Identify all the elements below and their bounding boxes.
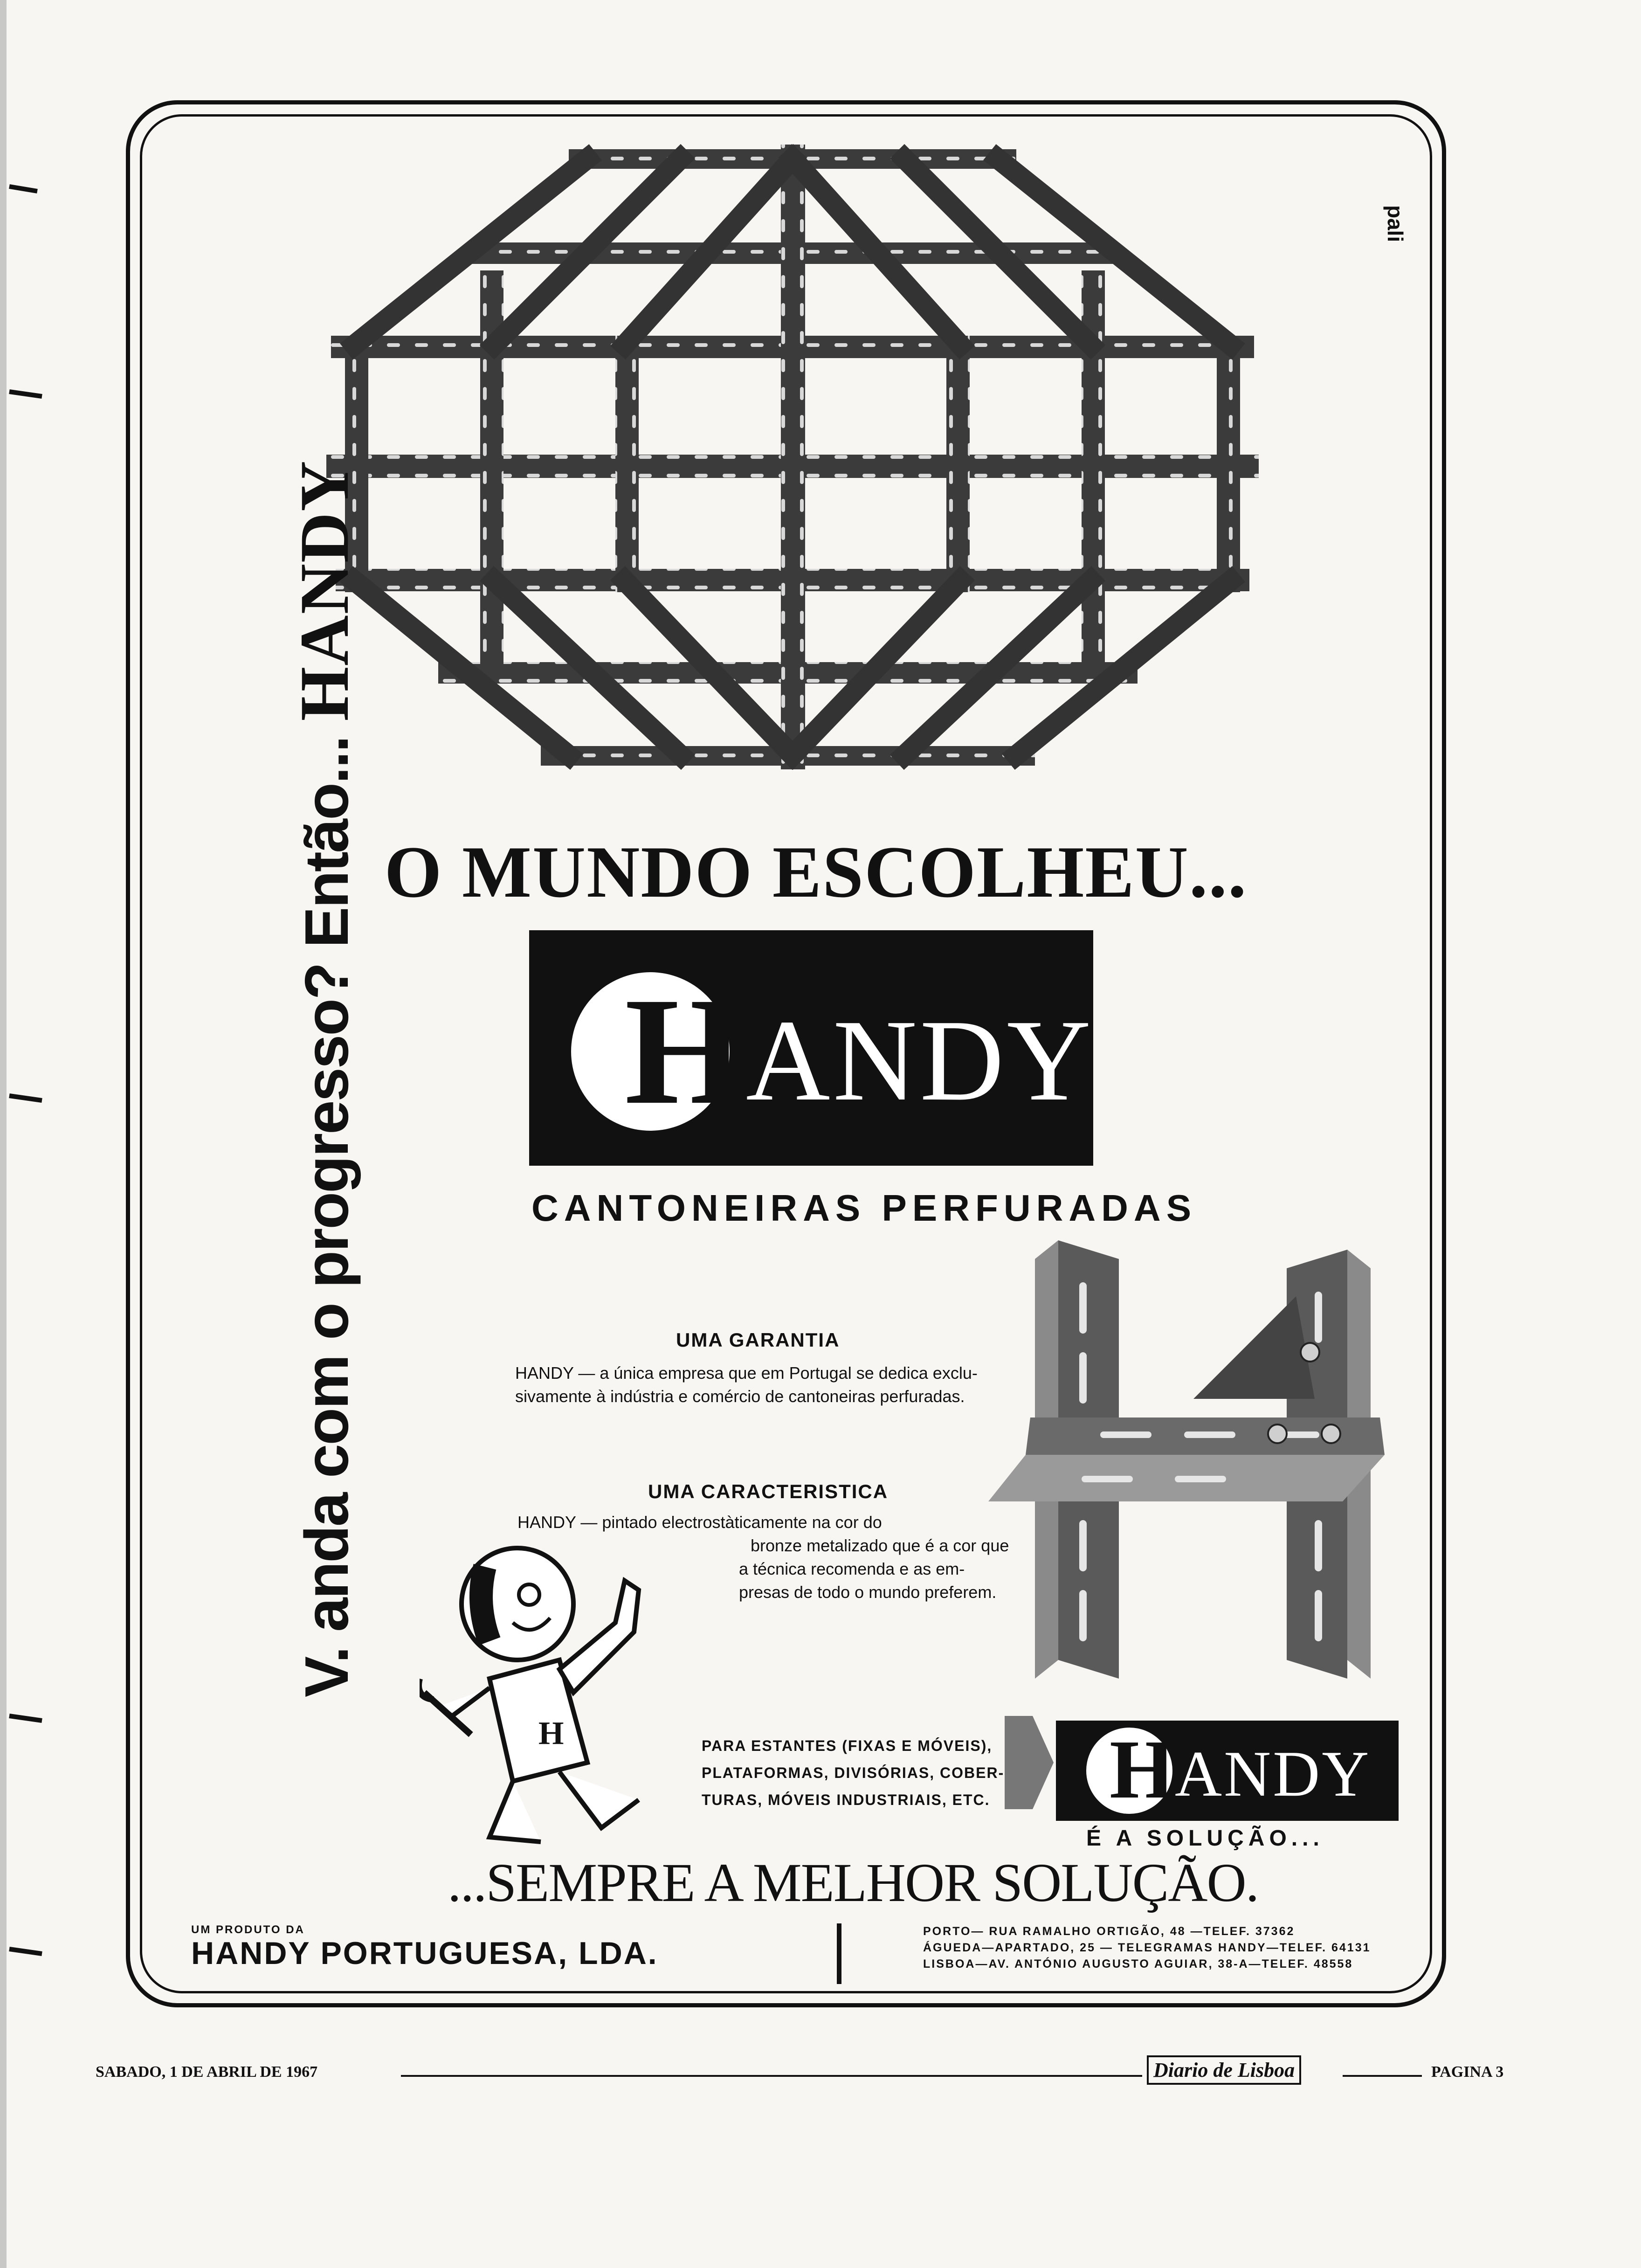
applications-list [702, 1732, 1004, 1813]
handy-logo-wordmark: ANDY [746, 996, 1094, 1125]
footer-rule [401, 2075, 1142, 2077]
page-label: PAGINA [1431, 2063, 1492, 2081]
product-subtitle: CANTONEIRAS PERFURADAS [531, 1187, 1197, 1229]
garantia-title: UMA GARANTIA [676, 1329, 840, 1351]
address-porto: PORTO— RUA RAMALHO ORTIGÃO, 48 —TELEF. 37362 [923, 1925, 1295, 1938]
globe-bar [1217, 336, 1240, 592]
arrow-shape [1005, 1697, 1056, 1828]
footer-rule [1343, 2075, 1422, 2077]
globe-bar [781, 145, 805, 769]
vertical-slogan-lead: V. anda com o progresso? Então... [292, 737, 361, 1697]
producer-name: HANDY PORTUGUESA, LDA. [191, 1936, 658, 1971]
address-lisboa: LISBOA—AV. ANTÓNIO AUGUSTO AGUIAR, 38-A—TELEF. 48558 [923, 1957, 1353, 1971]
newspaper-masthead: Diario de Lisboa [1147, 2055, 1301, 2085]
applications-line: TURAS, MÓVEIS INDUSTRIAIS, ETC. [702, 1791, 990, 1808]
bracket-assembly-photo [988, 1240, 1408, 1679]
handy-logo-h: H [625, 966, 745, 1136]
page-number: 3 [1496, 2063, 1504, 2081]
globe-bar [946, 336, 970, 592]
address-agueda: ÁGUEDA—APARTADO, 25 — TELEGRAMAS HANDY—TELEF. 64131 [923, 1941, 1371, 1954]
garantia-text [515, 1362, 978, 1408]
footer-date: SABADO, 1 DE ABRIL DE 1967 [96, 2063, 318, 2081]
garantia-line: sivamente à indústria e comércio de cantoneiras perfuradas. [515, 1387, 965, 1406]
producer-divider [837, 1923, 841, 1984]
solucao-caption: É A SOLUÇÃO... [1086, 1826, 1324, 1851]
footer-page-label [1431, 2063, 1503, 2081]
caracteristica-line: a técnica recomenda e as em- [739, 1559, 965, 1578]
applications-line: PLATAFORMAS, DIVISÓRIAS, COBER- [702, 1764, 1005, 1781]
caracteristica-line: HANDY — pintado electrostàticamente na cor do [517, 1513, 882, 1532]
handy-logo-small-h: H [1110, 1723, 1175, 1816]
caracteristica-line: bronze metalizado que é a cor que [751, 1536, 1009, 1555]
scan-edge-marks [0, 0, 56, 2268]
handy-mascot-illustration [420, 1539, 709, 1865]
handy-logo-small-wordmark: ANDY [1175, 1738, 1371, 1810]
artist-credit: pali [1383, 205, 1407, 242]
svg-text:H: H [538, 1715, 564, 1751]
applications-line: PARA ESTANTES (FIXAS E MÓVEIS), [702, 1737, 993, 1754]
globe-illustration [326, 131, 1259, 793]
producer-prefix: UM PRODUTO DA [191, 1923, 305, 1936]
vertical-slogan-brand: HANDY [286, 460, 363, 721]
vertical-slogan [284, 460, 365, 1697]
globe-bar [615, 336, 639, 592]
headline: O MUNDO ESCOLHEU... [384, 831, 1248, 913]
caracteristica-title: UMA CARACTERISTICA [648, 1480, 889, 1502]
garantia-line: HANDY — a única empresa que em Portugal se dedica exclu- [515, 1363, 978, 1383]
tagline: ...SEMPRE A MELHOR SOLUÇÃO. [448, 1852, 1259, 1913]
caracteristica-line: presas de todo o mundo preferem. [739, 1583, 997, 1602]
